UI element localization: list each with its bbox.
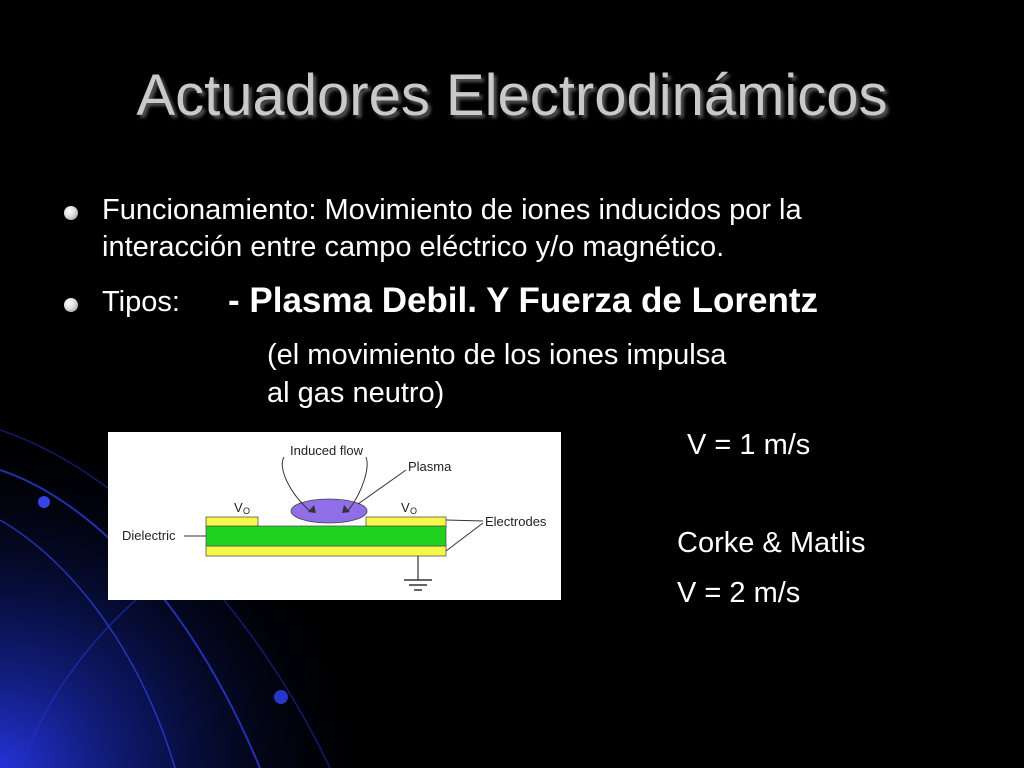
plasma-region <box>291 499 367 523</box>
dielectric-layer <box>206 526 446 546</box>
label-plasma: Plasma <box>408 459 452 474</box>
label-dielectric: Dielectric <box>122 528 176 543</box>
bullet-1-line-1: Funcionamiento: Movimiento de iones inducidos por la <box>102 194 802 226</box>
label-voltage-left-sub: O <box>243 506 251 516</box>
electrode-top-left <box>206 517 258 526</box>
bullet-1-line-2: interacción entre campo eléctrico y/o magnético. <box>102 231 725 263</box>
label-voltage-right: V <box>401 500 410 515</box>
electrode-top-right <box>366 517 446 526</box>
electrode-bottom <box>206 546 446 556</box>
bullet-2-label: Tipos: <box>102 286 180 318</box>
velocity-1: V = 1 m/s <box>687 429 811 461</box>
label-induced-flow: Induced flow <box>290 443 363 458</box>
bullet-2-subtext-1: (el movimiento de los iones impulsa <box>267 339 727 371</box>
plasma-actuator-diagram <box>108 432 561 600</box>
label-electrodes: Electrodes <box>485 514 547 529</box>
label-voltage-right-sub: O <box>410 506 418 516</box>
velocity-2: V = 2 m/s <box>677 577 801 609</box>
bullet-2-heading: - Plasma Debil. Y Fuerza de Lorentz <box>228 281 818 320</box>
bullet-1-marker <box>64 206 78 220</box>
label-voltage-left: V <box>234 500 243 515</box>
reference-author: Corke & Matlis <box>677 527 866 559</box>
bullet-2-subtext-2: al gas neutro) <box>267 377 445 409</box>
slide-title: Actuadores Electrodinámicos <box>136 63 888 128</box>
bullet-2-marker <box>64 298 78 312</box>
